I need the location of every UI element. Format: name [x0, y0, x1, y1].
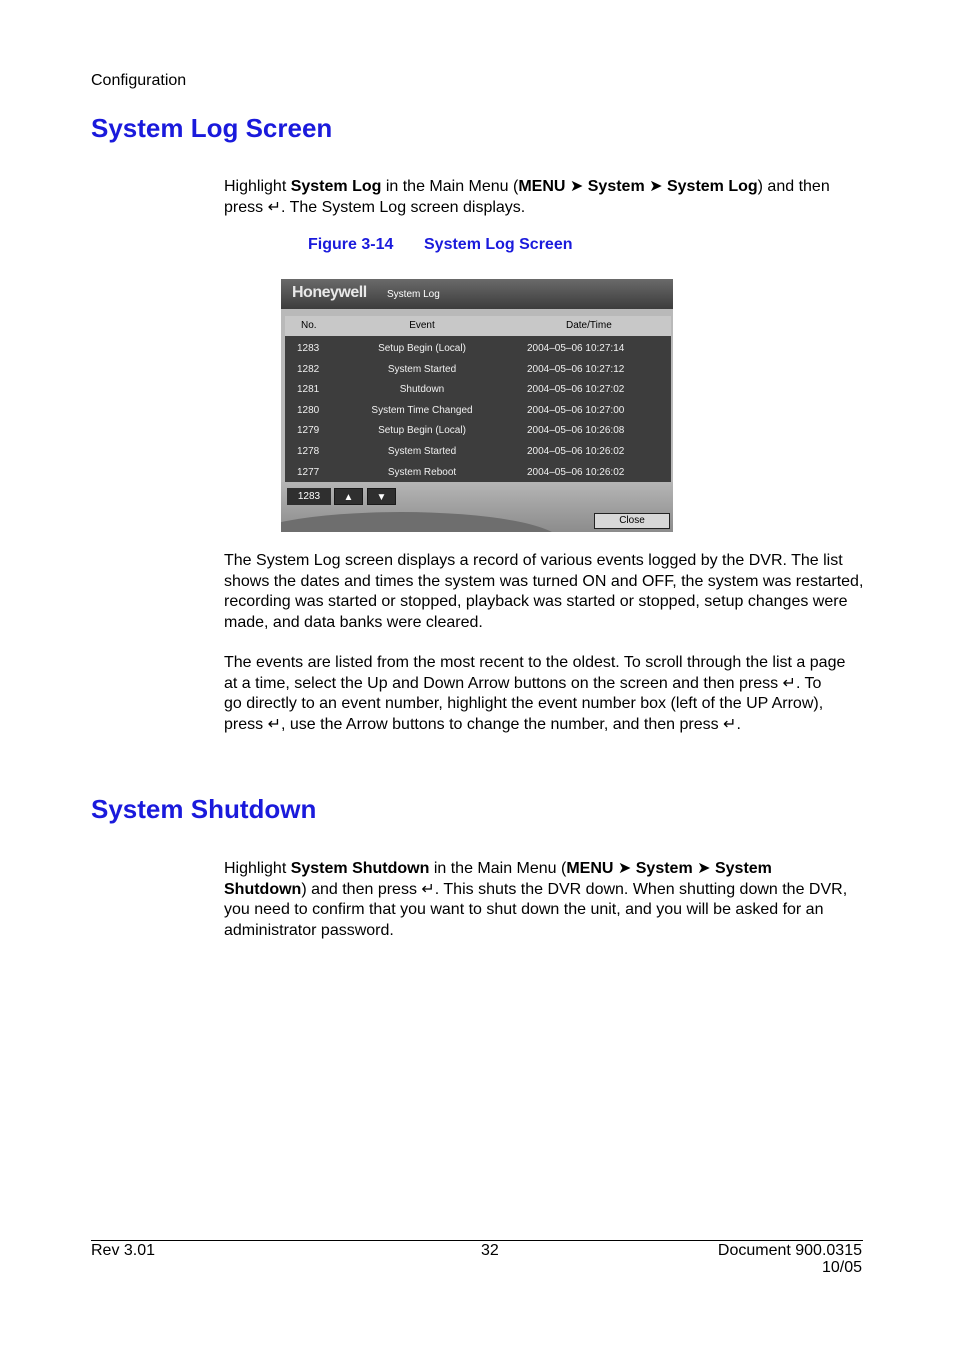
figure-number: Figure 3-14 — [308, 236, 394, 253]
footer-date: 10/05 — [821, 1259, 862, 1276]
footer-page-number: 32 — [481, 1242, 499, 1259]
table-row[interactable]: 1278 System Started 2004–05–06 10:26:02 — [297, 446, 625, 457]
event-number-box[interactable]: 1283 — [287, 488, 331, 505]
table-row[interactable]: 1279 Setup Begin (Local) 2004–05–06 10:26:08 — [297, 425, 625, 437]
enter-key-icon: ↵ — [421, 880, 435, 898]
table-row[interactable]: 1283 Setup Begin (Local) 2004–05–06 10:27:14 — [297, 343, 625, 354]
running-header: Configuration — [91, 72, 187, 89]
down-arrow-icon: ▼ — [376, 492, 387, 503]
table-row[interactable]: 1281 Shutdown 2004–05–06 10:27:02 — [297, 384, 625, 396]
column-header-datetime: Date/Time — [566, 320, 612, 331]
enter-key-icon: ↵ — [267, 198, 281, 216]
system-log-screen-figure — [281, 279, 673, 532]
system-shutdown-instructions: Highlight System Shutdown in the Main Menu (MENU ➤ System ➤ System Shutdown) and then press ↵. This shuts the DVR down. When shutting down the DVR, you need to confirm that you want to shut down the unit, and you will be asked for an administrator password. — [224, 860, 848, 939]
section-title-system-shutdown: System Shutdown — [91, 794, 317, 824]
up-arrow-button[interactable] — [334, 488, 363, 505]
enter-key-icon: ↵ — [723, 715, 737, 733]
table-row[interactable]: 1282 System Started 2004–05–06 10:27:12 — [297, 363, 625, 375]
table-row[interactable]: 1280 System Time Changed 2004–05–06 10:27:00 — [297, 404, 625, 416]
footer-revision: Rev 3.01 — [91, 1242, 156, 1259]
section-title-system-log: System Log Screen — [91, 113, 333, 143]
table-row[interactable]: 1277 System Reboot 2004–05–06 10:26:02 — [297, 466, 625, 478]
column-header-event: Event — [409, 320, 435, 331]
close-button[interactable]: Close — [594, 513, 670, 529]
column-header-no: No. — [301, 320, 317, 331]
footer-document — [718, 1242, 862, 1276]
system-log-intro: Highlight System Log in the Main Menu (MENU ➤ System ➤ System Log) and then press ↵. The System Log screen displays. — [224, 178, 830, 216]
table-header — [285, 316, 671, 336]
enter-key-icon: ↵ — [267, 715, 281, 733]
dvr-window-title: System Log — [387, 289, 440, 300]
system-log-description: The System Log screen displays a record of various events logged by the DVR. The list shows the dates and times the system was turned ON and OFF, the system was restarted, recording was started or stopped, playback was started or stopped, setup changes were made, and data banks were cleared. — [224, 552, 864, 631]
system-log-scroll-instructions: The events are listed from the most recent to the oldest. To scroll through the list a page at a time, select the Up and Down Arrow buttons on the screen and then press ↵. To go directly to an event number, highlight the event number box (left of the UP Arrow), press ↵, use the Arrow buttons to change the number, and then press ↵. — [224, 654, 846, 733]
figure-title: System Log Screen — [424, 236, 573, 253]
honeywell-logo: Honeywell — [292, 284, 367, 301]
up-arrow-icon: ▲ — [343, 492, 354, 503]
dvr-title-bar — [281, 279, 673, 309]
system-log-table — [285, 316, 671, 482]
enter-key-icon: ↵ — [782, 674, 796, 692]
footer-divider — [91, 1240, 863, 1241]
footer-document-number: Document 900.0315 — [717, 1242, 862, 1259]
down-arrow-button[interactable] — [367, 488, 396, 505]
